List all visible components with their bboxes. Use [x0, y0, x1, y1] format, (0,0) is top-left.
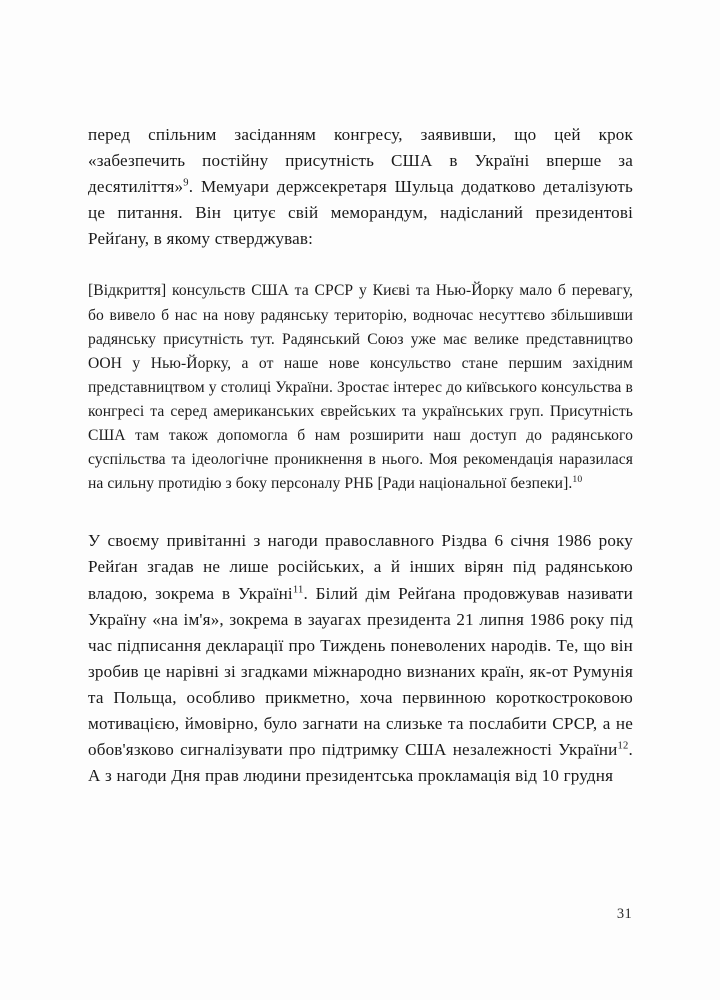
footnote-reference-9[interactable]: 9 — [183, 177, 189, 189]
opening-paragraph-text-after-footnote: . Мемуари держсекретаря Шульца додатково деталізують це питання. Він цитує свій меморандум, надісланий президентові Рейґану, в якому стверджував: — [88, 177, 633, 249]
spacer-above-blockquote — [88, 252, 633, 279]
opening-paragraph — [88, 122, 633, 252]
footnote-reference-10[interactable]: 10 — [572, 474, 583, 486]
blockquote-paragraph — [88, 279, 633, 496]
page-number: 31 — [616, 906, 632, 922]
blockquote-text-before-footnote: [Відкриття] консульств США та СРСР у Києві та Нью-Йорку мало б перевагу, бо вивело б нас на нову радянську територію, водночас несуттєво збільшивши радянську присутність тут. Радянський Союз уже має велике представництво ООН у Нью-Йорку, а от наше нове консульство стане першим західним представництвом у столиці України. Зростає інтерес до київського консульства в конгресі та серед американських єврейських та українських груп. Присутність США там також допомогла б нам розширити наш доступ до радянського суспільства та ідеологічне проникнення в нього. Моя рекомендація наразилася на сильну протидію з боку персоналу РНБ [Ради національної безпеки]. — [88, 282, 633, 493]
closing-paragraph — [88, 528, 633, 789]
closing-paragraph-segment-2: . Білий дім Рейґана продовжував називати Україну «на ім'я», зокрема в зауагах президента 21 липня 1986 року під час підписання декларації про Тиждень поневолених народів. Те, що він зробив це нарівні зі згадками міжнародно визнаних країн, як-от Румунія та Польща, особливо прикметно, хоча первинною короткостроковою мотивацією, ймовірно, було загнати на слизьке та послабити СРСР, а не обов'язково сигналізувати про підтримку США незалежності України — [88, 583, 633, 760]
spacer-below-blockquote — [88, 496, 633, 528]
blockquote-shultz-memorandum — [88, 279, 633, 496]
footnote-reference-11[interactable]: 11 — [292, 583, 304, 595]
closing-paragraph-segment-1: У своєму привітанні з нагоди православного Різдва 6 січня 1986 року Рейґан згадав не лише російських, а й інших вірян під радянською владою, зокрема в Україні — [88, 531, 633, 603]
opening-paragraph-text-before-footnote: перед спільним засіданням конгресу, заявивши, що цей крок «забезпечить постійну присутність США в Україні вперше за десятиліття» — [88, 125, 633, 197]
text-column — [88, 122, 633, 789]
closing-paragraph-segment-3: . А з нагоди Дня прав людини президентська прокламація від 10 грудня — [88, 740, 633, 786]
footnote-reference-12[interactable]: 12 — [617, 740, 629, 752]
